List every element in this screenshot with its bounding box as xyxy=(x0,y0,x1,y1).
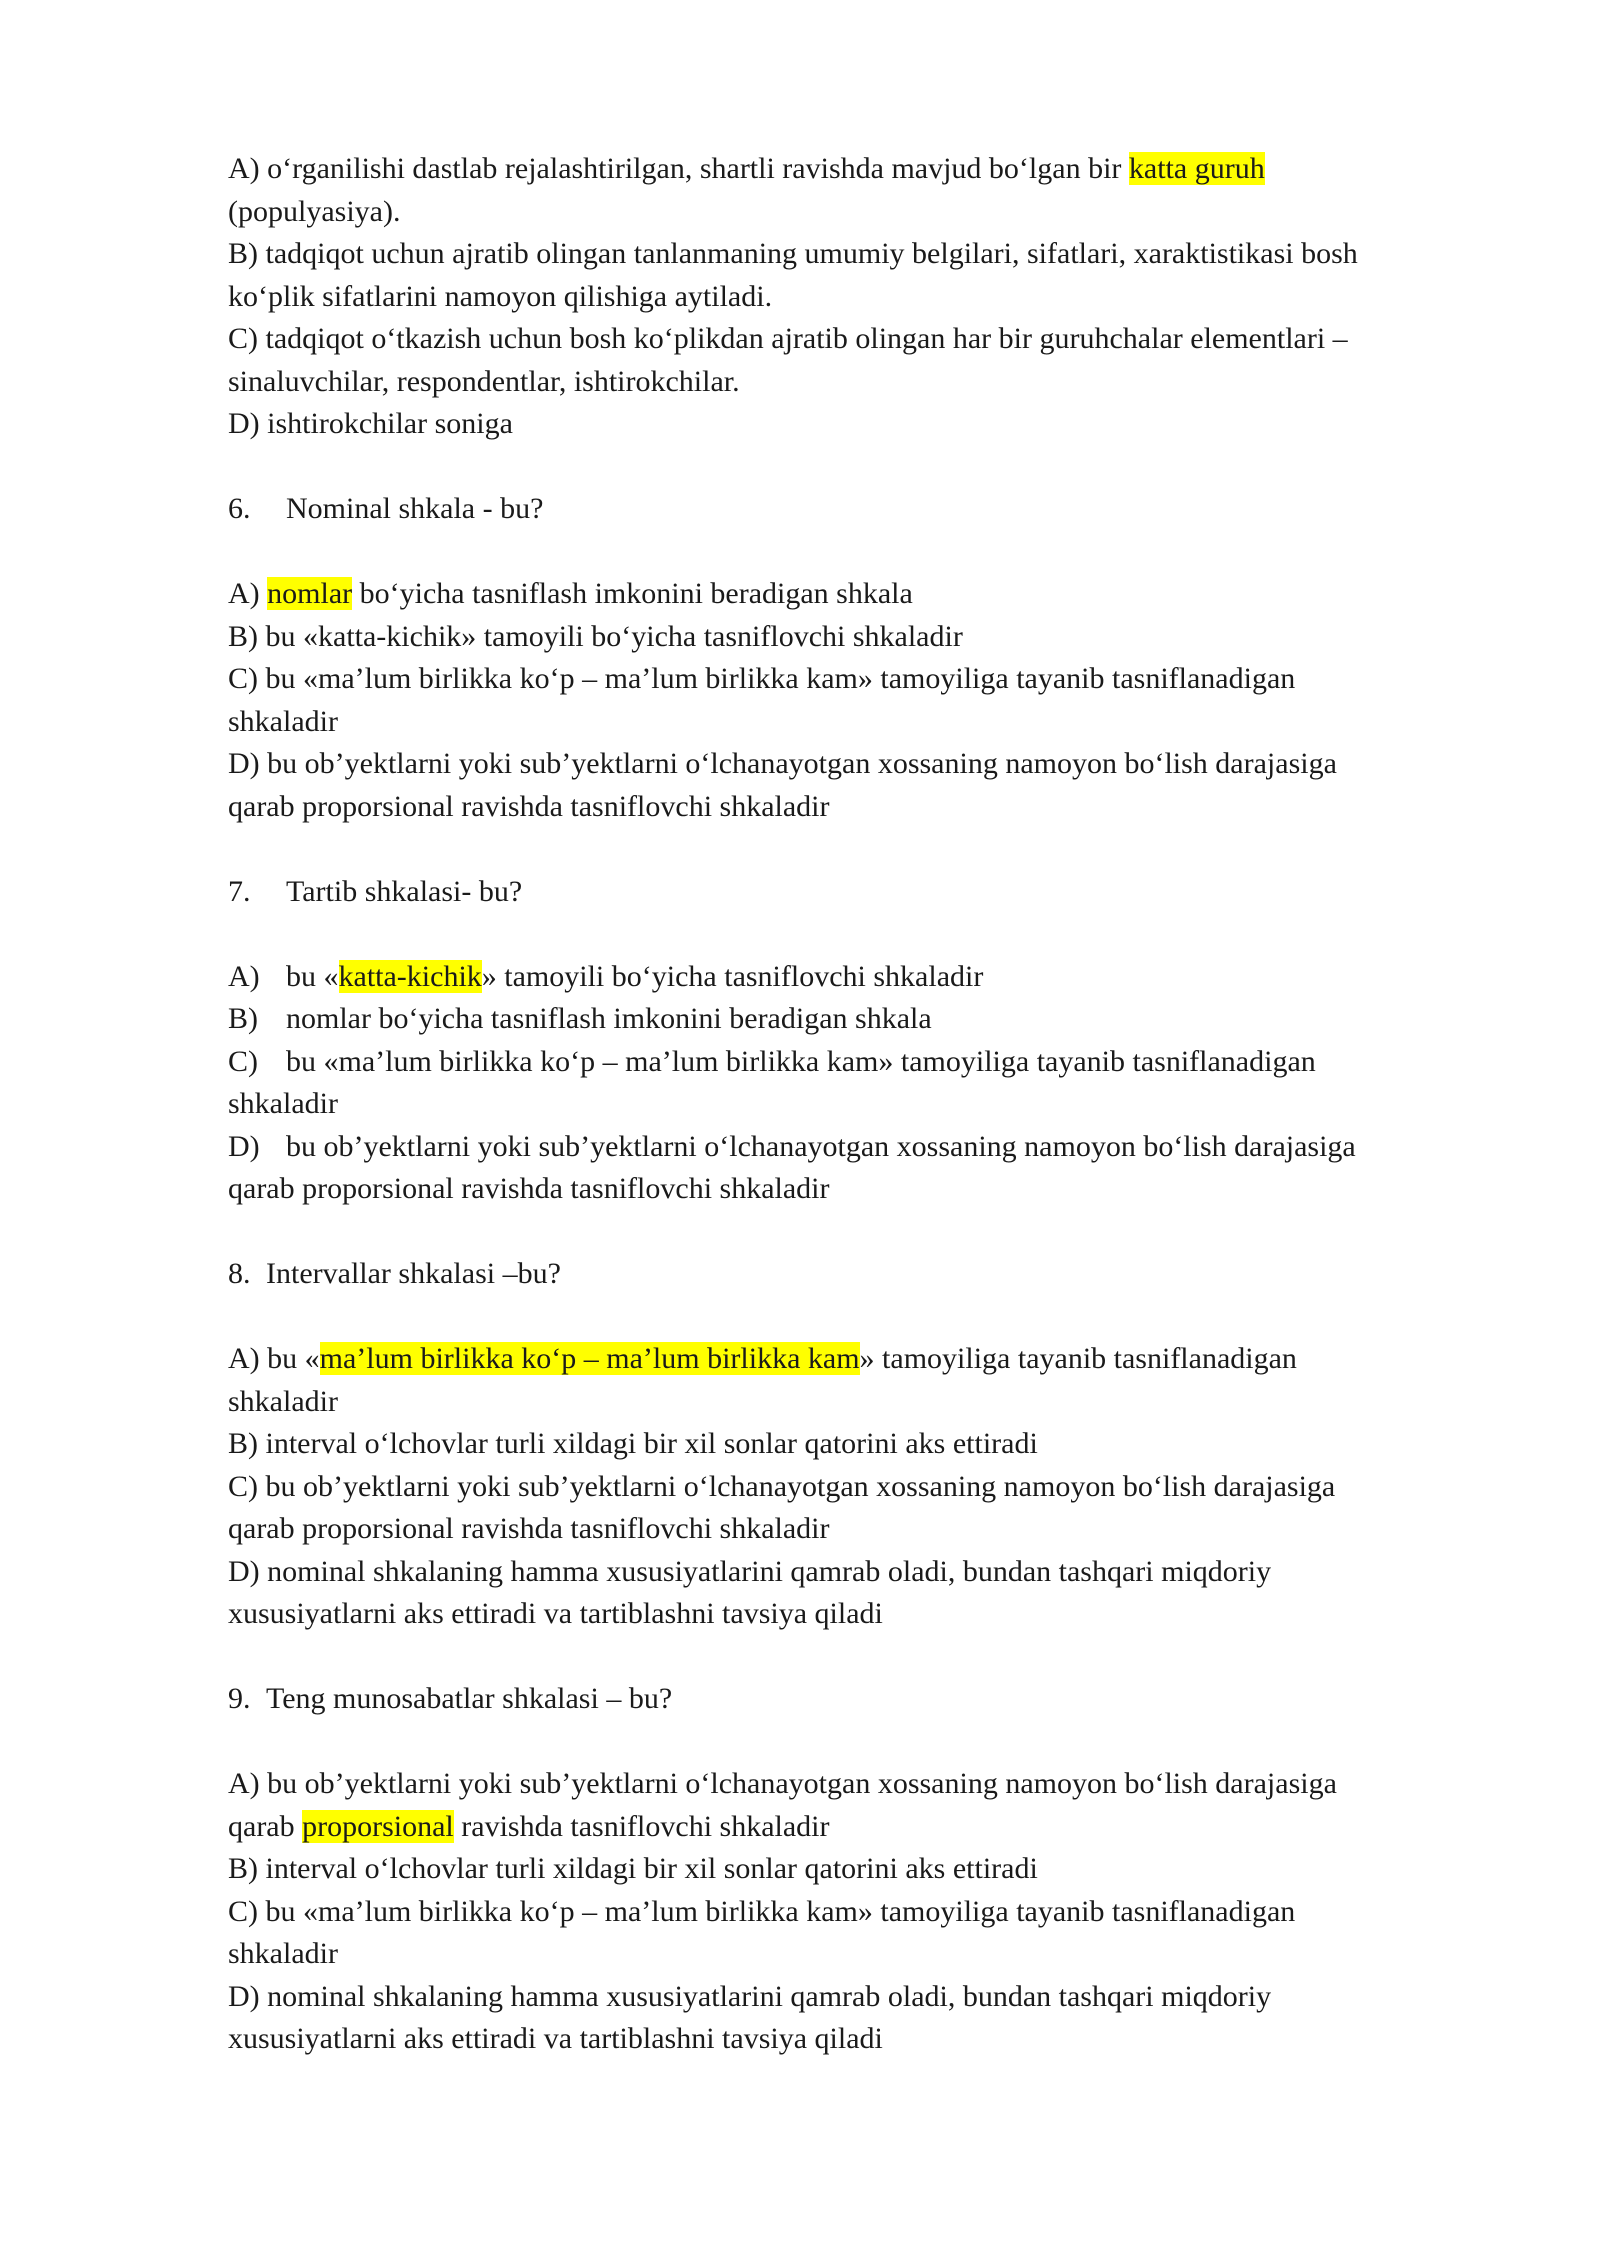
q9-option-a-line-1: A) bu ob’yektlarni yoki sub’yektlarni oʻlchanayotgan xossaning namoyon boʻlish darajasiga xyxy=(228,1767,1337,1800)
question-7-heading xyxy=(228,871,1458,914)
option-text: A) oʻrganilishi dastlab rejalashtirilgan, shartli ravishda mavjud boʻlgan bir xyxy=(228,152,1129,185)
q8-option-a-line-2: shkaladir xyxy=(228,1384,338,1418)
q7-option-d-line-2: qarab proporsional ravishda tasniflovchi shkaladir xyxy=(228,1172,830,1205)
q7-option-d-line-1 xyxy=(228,1126,1458,1169)
question-number: 7. xyxy=(228,874,251,908)
spacer xyxy=(228,531,1458,574)
question-title: Nominal shkala - bu? xyxy=(286,492,544,525)
option-text: bu «ma’lum birlikka koʻp – ma’lum birlikka kam» tamoyiliga tayanib tasniflanadigan xyxy=(286,1044,1316,1078)
q7-option-b xyxy=(228,998,1458,1041)
spacer xyxy=(228,1211,1458,1254)
option-letter: D) xyxy=(228,1129,260,1163)
option-text: bu ob’yektlarni yoki sub’yektlarni oʻlchanayotgan xossaning namoyon boʻlish darajasiga xyxy=(286,1129,1356,1163)
q6-option-d-line-2: qarab proporsional ravishda tasniflovchi shkaladir xyxy=(228,789,830,823)
option-text: boʻyicha tasniflash imkonini beradigan shkala xyxy=(352,577,913,610)
highlighted-answer: proporsional xyxy=(302,1809,454,1843)
q8-option-c-line-2: qarab proporsional ravishda tasniflovchi shkaladir xyxy=(228,1512,830,1545)
q9-option-d-line-1: D) nominal shkalaning hamma xususiyatlarini qamrab oladi, bundan tashqari miqdoriy xyxy=(228,1979,1272,2013)
question-8-heading xyxy=(228,1253,1458,1296)
prev-question-options xyxy=(228,148,1458,446)
question-8 xyxy=(228,1253,1458,1636)
q6-option-c-line-2: shkaladir xyxy=(228,704,338,738)
question-number: 6. xyxy=(228,492,251,525)
q7-option-a xyxy=(228,956,1458,999)
option-text: nomlar boʻyicha tasniflash imkonini beradigan shkala xyxy=(286,1002,932,1035)
option-letter: A) xyxy=(228,959,260,993)
option-text: A) xyxy=(228,577,268,610)
q8-option-d-line-2: xususiyatlarni aks ettiradi va tartiblashni tavsiya qiladi xyxy=(228,1597,883,1630)
q8-option-d-line-1: D) nominal shkalaning hamma xususiyatlarini qamrab oladi, bundan tashqari miqdoriy xyxy=(228,1554,1272,1588)
question-title: Tartib shkalasi- bu? xyxy=(286,874,523,908)
option-letter: C) xyxy=(228,1044,258,1078)
q6-option-a xyxy=(228,573,1458,616)
question-9-heading xyxy=(228,1678,1458,1721)
question-6 xyxy=(228,488,1458,828)
question-title: Teng munosabatlar shkalasi – bu? xyxy=(266,1682,673,1715)
q8-option-c-line-1: C) bu ob’yektlarni yoki sub’yektlarni oʻlchanayotgan xossaning namoyon boʻlish darajasiga xyxy=(228,1469,1336,1503)
option-text: » tamoyiliga tayanib tasniflanadigan xyxy=(859,1342,1297,1375)
question-9 xyxy=(228,1678,1458,2061)
question-title: Intervallar shkalasi –bu? xyxy=(266,1257,561,1290)
option-text: » tamoyili boʻyicha tasniflovchi shkaladir xyxy=(481,959,984,993)
q6-option-c-line-1: C) bu «ma’lum birlikka koʻp – ma’lum birlikka kam» tamoyiliga tayanib tasniflanadigan xyxy=(228,662,1296,695)
question-6-heading xyxy=(228,488,1458,531)
question-number: 8. xyxy=(228,1257,251,1290)
question-7 xyxy=(228,871,1458,1211)
highlighted-answer: katta-kichik xyxy=(338,959,482,993)
q7-option-c-line-1 xyxy=(228,1041,1458,1084)
q7-option-c-line-2: shkaladir xyxy=(228,1087,338,1120)
prev-option-d-line-1: D) ishtirokchilar soniga xyxy=(228,407,513,440)
option-text: A) bu « xyxy=(228,1342,320,1375)
q9-option-a-line-2 xyxy=(228,1806,1458,1849)
q9-option-c-line-2: shkaladir xyxy=(228,1937,338,1970)
option-text: qarab xyxy=(228,1809,303,1843)
spacer xyxy=(228,1721,1458,1764)
prev-option-c-line-1: C) tadqiqot oʻtkazish uchun bosh koʻplikdan ajratib olingan har bir guruhchalar elementlari – xyxy=(228,322,1348,355)
prev-option-a-line-1 xyxy=(228,148,1458,191)
q6-option-d-line-1: D) bu ob’yektlarni yoki sub’yektlarni oʻlchanayotgan xossaning namoyon boʻlish darajasiga xyxy=(228,747,1337,780)
spacer xyxy=(228,1296,1458,1339)
document-page xyxy=(228,148,1458,2061)
question-number: 9. xyxy=(228,1682,251,1715)
option-letter: B) xyxy=(228,1002,258,1035)
q9-option-d-line-2: xususiyatlarni aks ettiradi va tartiblashni tavsiya qiladi xyxy=(228,2022,883,2055)
q9-option-b: B) interval oʻlchovlar turli xildagi bir xil sonlar qatorini aks ettiradi xyxy=(228,1852,1038,1885)
q8-option-a-line-1 xyxy=(228,1338,1458,1381)
spacer xyxy=(228,913,1458,956)
prev-option-b-line-2: koʻplik sifatlarini namoyon qilishiga aytiladi. xyxy=(228,279,773,313)
spacer xyxy=(228,446,1458,489)
q9-option-c-line-1: C) bu «ma’lum birlikka koʻp – ma’lum birlikka kam» tamoyiliga tayanib tasniflanadigan xyxy=(228,1894,1296,1928)
option-text: bu « xyxy=(286,959,339,993)
prev-option-c-line-2: sinaluvchilar, respondentlar, ishtirokchilar. xyxy=(228,364,740,398)
highlighted-answer: nomlar xyxy=(267,577,353,610)
prev-option-a-line-2: (populyasiya). xyxy=(228,194,401,228)
highlighted-answer: katta guruh xyxy=(1128,152,1265,185)
spacer xyxy=(228,1636,1458,1679)
spacer xyxy=(228,828,1458,871)
option-text: ravishda tasniflovchi shkaladir xyxy=(453,1809,830,1843)
prev-option-b-line-1: B) tadqiqot uchun ajratib olingan tanlanmaning umumiy belgilari, sifatlari, xaraktistikasi bosh xyxy=(228,237,1358,270)
highlighted-answer: ma’lum birlikka koʻp – ma’lum birlikka kam xyxy=(319,1342,860,1375)
q8-option-b: B) interval oʻlchovlar turli xildagi bir xil sonlar qatorini aks ettiradi xyxy=(228,1427,1038,1460)
q6-option-b: B) bu «katta-kichik» tamoyili boʻyicha tasniflovchi shkaladir xyxy=(228,619,963,653)
